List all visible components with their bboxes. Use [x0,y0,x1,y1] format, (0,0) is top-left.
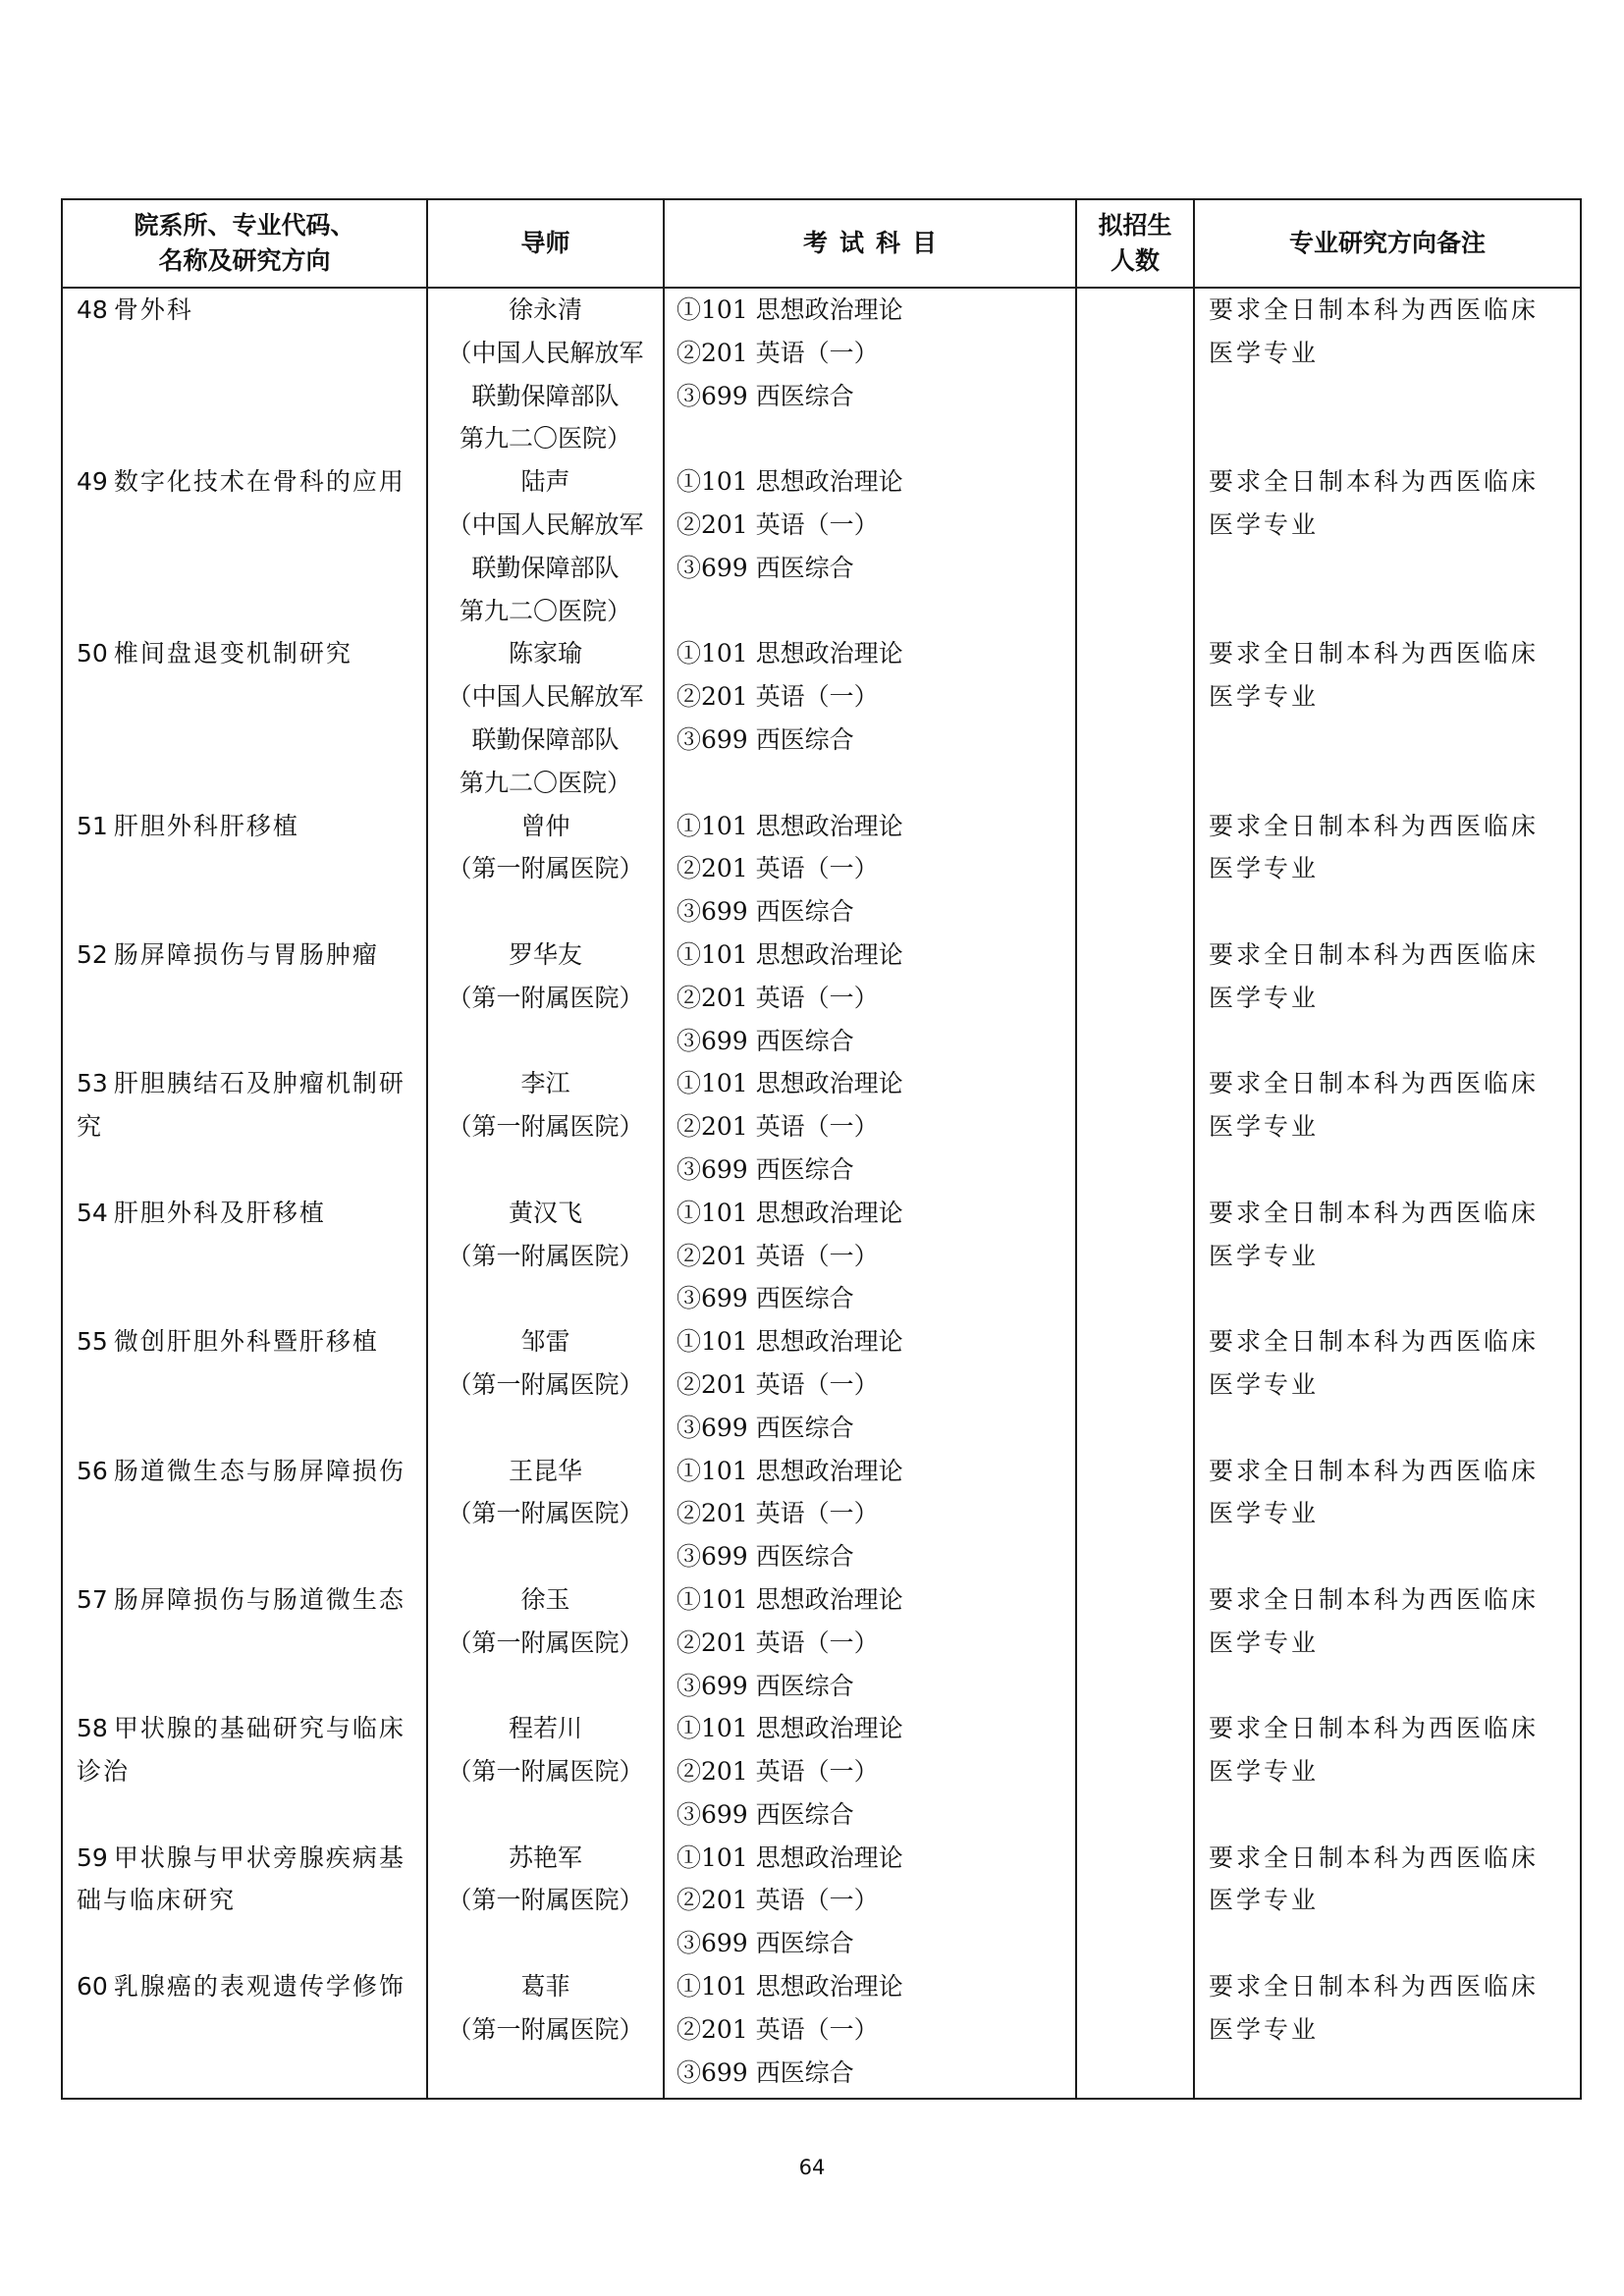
direction-name: 骨外科 [113,295,193,324]
tutor-cell [427,1450,664,1578]
quota-cell [1076,1192,1194,1320]
tutor-affiliation-line: （第一附属医院） [447,1369,644,1399]
exam-subject: ①101 思想政治理论 [677,1069,903,1098]
direction-name: 微创肝胆外科暨肝移植 [113,1327,379,1357]
direction-cell [62,1707,427,1836]
exam-subject: ①101 思想政治理论 [677,295,903,324]
direction-cell [62,934,427,1062]
direction-cell [62,1192,427,1320]
exam-subject: ③699 西医综合 [677,1799,854,1829]
note-line: 医学专业 [1209,983,1320,1012]
tutor-name: 李江 [520,1069,570,1098]
tutor-affiliation-line: （中国人民解放军 [447,682,644,712]
exam-subject: ①101 思想政治理论 [677,1456,903,1485]
tutor-name: 曾仲 [520,811,570,840]
direction-number: 57 [77,1584,108,1614]
direction-name: 肝胆外科及肝移植 [113,1198,326,1227]
table-row [62,1192,1581,1320]
direction-number: 60 [77,1972,108,2002]
direction-number: 55 [77,1327,108,1357]
table-row [62,805,1581,934]
direction-cell [62,805,427,934]
table-row [62,1837,1581,1965]
note-line: 医学专业 [1209,1112,1320,1142]
quota-cell [1076,1707,1194,1836]
exam-subject: ③699 西医综合 [677,381,854,410]
note-cell [1194,288,1581,460]
note-cell [1194,1192,1581,1320]
exam-subject: ②201 英语（一） [677,1499,879,1528]
tutor-affiliation-line: （第一附属医院） [447,854,644,883]
exam-cell [664,288,1076,460]
exam-subject: ①101 思想政治理论 [677,1584,903,1614]
tutor-affiliation-line: 联勤保障部队 [471,724,620,754]
exam-subject: ①101 思想政治理论 [677,1972,903,2002]
note-cell [1194,1707,1581,1836]
exam-cell [664,460,1076,632]
direction-cell [62,460,427,632]
exam-subject: ③699 西医综合 [677,1542,854,1572]
note-cell [1194,1578,1581,1707]
direction-number: 50 [77,639,108,668]
quota-cell [1076,934,1194,1062]
quota-cell [1076,460,1194,632]
tutor-affiliation-line: （第一附属医院） [447,1628,644,1657]
exam-cell [664,1707,1076,1836]
exam-cell [664,1320,1076,1449]
quota-cell [1076,1062,1194,1191]
quota-cell [1076,805,1194,934]
tutor-affiliation-line: 第九二〇医院） [459,424,631,454]
exam-subject: ①101 思想政治理论 [677,939,903,969]
direction-number: 53 [77,1069,108,1098]
note-cell [1194,460,1581,632]
exam-cell [664,934,1076,1062]
exam-subject: ②201 英语（一） [677,854,879,883]
note-line: 医学专业 [1209,338,1320,367]
direction-number: 59 [77,1842,108,1872]
tutor-cell [427,460,664,632]
direction-cell [62,1450,427,1578]
header-quota-line1: 拟招生 [1098,211,1172,240]
catalog-sheet [61,198,1580,2100]
exam-subject: ①101 思想政治理论 [677,1842,903,1872]
note-line: 医学专业 [1209,2014,1320,2044]
header-exam: 考试科目 [664,199,1076,288]
quota-cell [1076,1965,1194,2099]
note-cell [1194,632,1581,804]
exam-cell [664,632,1076,804]
direction-name: 甲状腺的基础研究与临床诊治 [77,1714,406,1787]
exam-subject: ①101 思想政治理论 [677,1198,903,1227]
note-line: 要求全日制本科为西医临床 [1209,1842,1540,1872]
table-row [62,632,1581,804]
quota-cell [1076,1837,1194,1965]
tutor-name: 罗华友 [508,939,582,969]
tutor-cell [427,1192,664,1320]
direction-number: 49 [77,467,108,497]
tutor-affiliation-line: 联勤保障部队 [471,553,620,582]
note-line: 要求全日制本科为西医临床 [1209,939,1540,969]
note-line: 医学专业 [1209,682,1320,712]
note-cell [1194,1837,1581,1965]
direction-cell [62,1062,427,1191]
exam-subject: ②201 英语（一） [677,1886,879,1915]
direction-cell [62,632,427,804]
tutor-affiliation-line: （第一附属医院） [447,1241,644,1270]
exam-subject: ②201 英语（一） [677,983,879,1012]
tutor-affiliation-line: （第一附属医院） [447,2014,644,2044]
note-line: 要求全日制本科为西医临床 [1209,1069,1540,1098]
tutor-affiliation-line: 第九二〇医院） [459,596,631,625]
quota-cell [1076,1320,1194,1449]
note-line: 医学专业 [1209,854,1320,883]
tutor-name: 徐永清 [508,295,582,324]
exam-subject: ③699 西医综合 [677,897,854,927]
note-line: 医学专业 [1209,1886,1320,1915]
note-cell [1194,934,1581,1062]
tutor-cell [427,1578,664,1707]
tutor-affiliation-line: （第一附属医院） [447,983,644,1012]
tutor-cell [427,805,664,934]
direction-number: 54 [77,1198,108,1227]
exam-subject: ③699 西医综合 [677,1413,854,1442]
table-row [62,288,1581,460]
note-line: 医学专业 [1209,1757,1320,1787]
tutor-affiliation-line: （第一附属医院） [447,1499,644,1528]
exam-subject: ①101 思想政治理论 [677,639,903,668]
tutor-affiliation-line: （第一附属医院） [447,1112,644,1142]
direction-name: 肝胆外科肝移植 [113,811,299,840]
direction-name: 肠屏障损伤与胃肠肿瘤 [113,939,379,969]
note-cell [1194,1450,1581,1578]
note-line: 要求全日制本科为西医临床 [1209,1584,1540,1614]
exam-subject: ②201 英语（一） [677,1757,879,1787]
direction-number: 56 [77,1456,108,1485]
direction-name: 肠道微生态与肠屏障损伤 [113,1456,406,1485]
note-line: 要求全日制本科为西医临床 [1209,1327,1540,1357]
note-line: 要求全日制本科为西医临床 [1209,1198,1540,1227]
tutor-name: 王昆华 [508,1456,582,1485]
note-cell [1194,1965,1581,2099]
note-line: 医学专业 [1209,1369,1320,1399]
exam-subject: ②201 英语（一） [677,1112,879,1142]
header-direction [62,199,427,288]
tutor-cell [427,1320,664,1449]
header-direction-line2: 名称及研究方向 [158,246,331,275]
exam-cell [664,1837,1076,1965]
exam-subject: ②201 英语（一） [677,509,879,539]
quota-cell [1076,288,1194,460]
table-row [62,1707,1581,1836]
header-quota [1076,199,1194,288]
exam-subject: ③699 西医综合 [677,1154,854,1184]
exam-cell [664,1578,1076,1707]
quota-cell [1076,1578,1194,1707]
exam-cell [664,1965,1076,2099]
table-row [62,1320,1581,1449]
direction-name: 椎间盘退变机制研究 [113,639,352,668]
direction-name: 甲状腺与甲状旁腺疾病基础与临床研究 [77,1842,406,1915]
exam-subject: ③699 西医综合 [677,1929,854,1958]
table-row [62,460,1581,632]
tutor-name: 黄汉飞 [508,1198,582,1227]
note-line: 要求全日制本科为西医临床 [1209,1972,1540,2002]
note-line: 医学专业 [1209,1628,1320,1657]
exam-subject: ②201 英语（一） [677,1241,879,1270]
exam-subject: ①101 思想政治理论 [677,811,903,840]
exam-subject: ③699 西医综合 [677,2057,854,2087]
tutor-cell [427,632,664,804]
direction-name: 肠屏障损伤与肠道微生态 [113,1584,406,1614]
exam-subject: ③699 西医综合 [677,553,854,582]
direction-name: 乳腺癌的表观遗传学修饰 [113,1972,406,2002]
exam-subject: ③699 西医综合 [677,1026,854,1055]
note-line: 医学专业 [1209,1499,1320,1528]
tutor-cell [427,1965,664,2099]
table-row [62,1965,1581,2099]
tutor-affiliation-line: （第一附属医院） [447,1886,644,1915]
note-line: 要求全日制本科为西医临床 [1209,1456,1540,1485]
tutor-name: 陈家瑜 [508,639,582,668]
tutor-cell [427,1707,664,1836]
table-row [62,1578,1581,1707]
direction-cell [62,1965,427,2099]
note-cell [1194,1320,1581,1449]
header-direction-line1: 院系所、专业代码、 [134,211,355,240]
direction-number: 48 [77,295,108,324]
exam-subject: ③699 西医综合 [677,1671,854,1700]
note-line: 要求全日制本科为西医临床 [1209,811,1540,840]
direction-cell [62,1578,427,1707]
exam-subject: ①101 思想政治理论 [677,1714,903,1743]
tutor-affiliation-line: （中国人民解放军 [447,338,644,367]
tutor-cell [427,1062,664,1191]
table-row [62,934,1581,1062]
table-row [62,1450,1581,1578]
tutor-name: 邹雷 [520,1327,570,1357]
header-row [62,199,1581,288]
quota-cell [1076,1450,1194,1578]
exam-subject: ③699 西医综合 [677,1284,854,1313]
note-line: 医学专业 [1209,1241,1320,1270]
exam-cell [664,1450,1076,1578]
header-quota-line2: 人数 [1110,246,1160,275]
note-line: 要求全日制本科为西医临床 [1209,467,1540,497]
note-cell [1194,1062,1581,1191]
note-cell [1194,805,1581,934]
exam-cell [664,1192,1076,1320]
exam-subject: ①101 思想政治理论 [677,1327,903,1357]
exam-subject: ①101 思想政治理论 [677,467,903,497]
quota-cell [1076,632,1194,804]
tutor-affiliation-line: （第一附属医院） [447,1757,644,1787]
exam-subject: ②201 英语（一） [677,2014,879,2044]
exam-subject: ③699 西医综合 [677,724,854,754]
admissions-table [61,198,1582,2100]
tutor-affiliation-line: 联勤保障部队 [471,381,620,410]
exam-subject: ②201 英语（一） [677,1628,879,1657]
tutor-affiliation-line: 第九二〇医院） [459,768,631,797]
tutor-name: 徐玉 [520,1584,570,1614]
note-line: 要求全日制本科为西医临床 [1209,639,1540,668]
table-row [62,1062,1581,1191]
note-line: 医学专业 [1209,509,1320,539]
tutor-affiliation-line: （中国人民解放军 [447,509,644,539]
tutor-cell [427,288,664,460]
page-number: 64 [798,2156,826,2179]
tutor-name: 葛菲 [520,1972,570,2002]
note-line: 要求全日制本科为西医临床 [1209,295,1540,324]
exam-cell [664,1062,1076,1191]
direction-cell [62,1837,427,1965]
direction-name: 肝胆胰结石及肿瘤机制研究 [77,1069,406,1142]
exam-subject: ②201 英语（一） [677,1369,879,1399]
tutor-cell [427,1837,664,1965]
table-header [62,199,1581,288]
direction-name: 数字化技术在骨科的应用 [113,467,406,497]
header-tutor: 导师 [427,199,664,288]
tutor-name: 苏艳军 [508,1842,582,1872]
direction-number: 51 [77,811,108,840]
note-line: 要求全日制本科为西医临床 [1209,1714,1540,1743]
tutor-cell [427,934,664,1062]
direction-number: 52 [77,939,108,969]
tutor-name: 陆声 [520,467,570,497]
exam-cell [664,805,1076,934]
exam-subject: ②201 英语（一） [677,682,879,712]
exam-subject: ②201 英语（一） [677,338,879,367]
tutor-name: 程若川 [508,1714,582,1743]
table-body [62,288,1581,2099]
direction-number: 58 [77,1714,108,1743]
direction-cell [62,288,427,460]
header-note: 专业研究方向备注 [1194,199,1581,288]
direction-cell [62,1320,427,1449]
